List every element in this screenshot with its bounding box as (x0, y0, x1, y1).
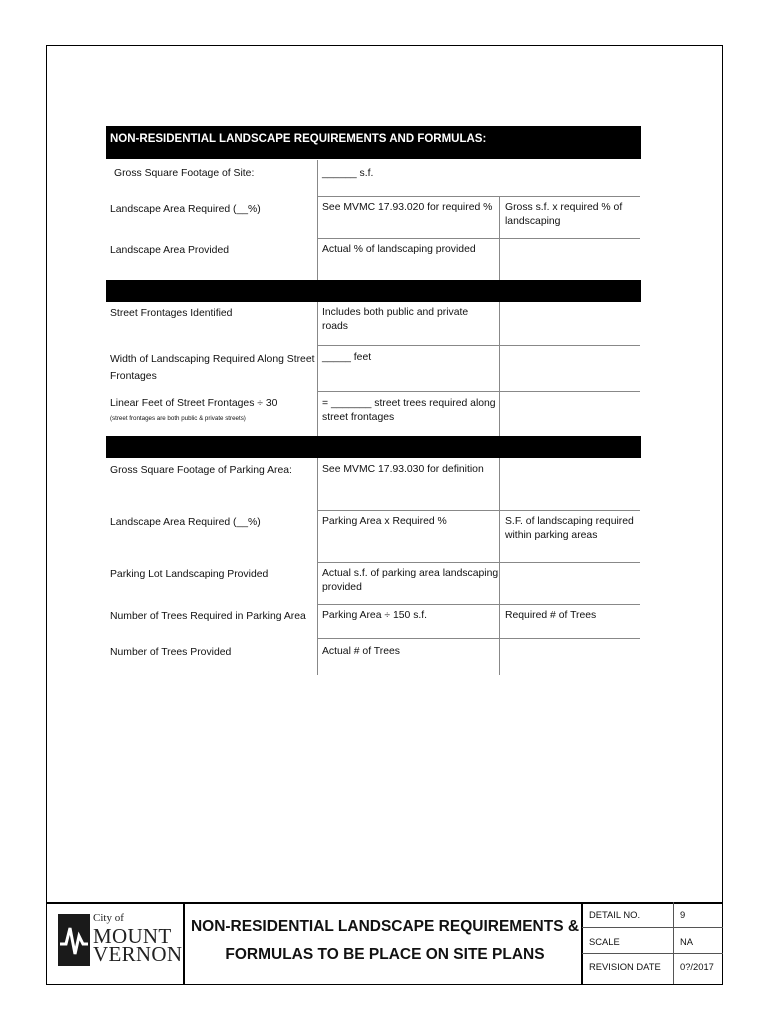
row-label: Landscape Area Provided (110, 245, 229, 256)
row-divider (318, 238, 640, 239)
row-label: Linear Feet of Street Frontages ÷ 30 (110, 398, 278, 409)
column-divider (317, 160, 318, 280)
row-formula: Actual % of landscaping provided (322, 244, 476, 255)
row-divider (318, 196, 640, 197)
row-divider (318, 562, 640, 563)
row-label: Gross Square Footage of Site: (114, 168, 255, 179)
row-label: Landscape Area Required (__%) (110, 517, 261, 528)
title-block-divider (183, 902, 185, 984)
row-result: Gross s.f. x required % of landscaping (505, 202, 623, 227)
row-label: Number of Trees Required in Parking Area (110, 611, 306, 622)
section-bar (106, 280, 641, 302)
logo-line-2: VERNON (93, 942, 183, 966)
column-divider (499, 458, 500, 675)
row-formula: Includes both public and private roads (322, 307, 469, 332)
row-divider (318, 510, 640, 511)
row-divider (318, 345, 640, 346)
row-divider (318, 638, 640, 639)
row-label: Number of Trees Provided (110, 647, 232, 658)
city-logo (58, 910, 183, 965)
column-divider (499, 196, 500, 280)
revision-date-value: 0?/2017 (680, 961, 714, 972)
row-formula: Parking Area x Required % (322, 516, 447, 527)
title-block-row-line (582, 953, 723, 954)
section-bar (106, 436, 641, 458)
title-block-divider (673, 902, 674, 984)
title-block-divider (581, 902, 583, 984)
column-divider (499, 302, 500, 436)
detail-no-label: DETAIL NO. (589, 909, 641, 920)
row-result: S.F. of landscaping required within parking areas (505, 516, 634, 541)
row-formula: = _______ street trees required along street frontages (322, 398, 496, 423)
row-label: Gross Square Footage of Parking Area: (110, 465, 292, 476)
row-label: Street Frontages Identified (110, 308, 233, 319)
logo-line-1: MOUNT (93, 924, 172, 948)
row-formula: ______ s.f. (322, 168, 374, 179)
title-block-row-line (582, 927, 723, 928)
row-formula: Actual # of Trees (322, 646, 400, 657)
row-formula: Actual s.f. of parking area landscaping provided (322, 568, 499, 593)
drawing-title-line-1: NON-RESIDENTIAL LANDSCAPE REQUIREMENTS & (190, 918, 580, 935)
row-label: Width of Landscaping Required Along Street Frontages (110, 354, 315, 382)
row-formula: See MVMC 17.93.030 for definition (322, 464, 484, 475)
row-formula: _____ feet (322, 352, 372, 363)
title-block-top-border (46, 902, 723, 904)
section-header: NON-RESIDENTIAL LANDSCAPE REQUIREMENTS AND FORMULAS: (106, 126, 641, 159)
column-divider (317, 302, 318, 436)
logo-small-text: City of (93, 912, 124, 924)
drawing-title-line-2: FORMULAS TO BE PLACE ON SITE PLANS (225, 946, 545, 963)
row-divider (318, 604, 640, 605)
row-divider (318, 391, 640, 392)
row-label: Parking Lot Landscaping Provided (110, 569, 269, 580)
row-formula: See MVMC 17.93.020 for required % (322, 202, 493, 213)
detail-no-value: 9 (680, 909, 686, 920)
row-formula: Parking Area ÷ 150 s.f. (322, 610, 428, 621)
revision-date-label: REVISION DATE (589, 961, 661, 972)
scale-value: NA (680, 936, 694, 947)
scale-label: SCALE (589, 936, 620, 947)
row-result: Required # of Trees (505, 610, 597, 621)
mountain-icon (58, 914, 90, 966)
row-note: (street frontages are both public & private streets) (110, 415, 246, 422)
column-divider (317, 458, 318, 675)
row-label: Landscape Area Required (__%) (110, 204, 261, 215)
